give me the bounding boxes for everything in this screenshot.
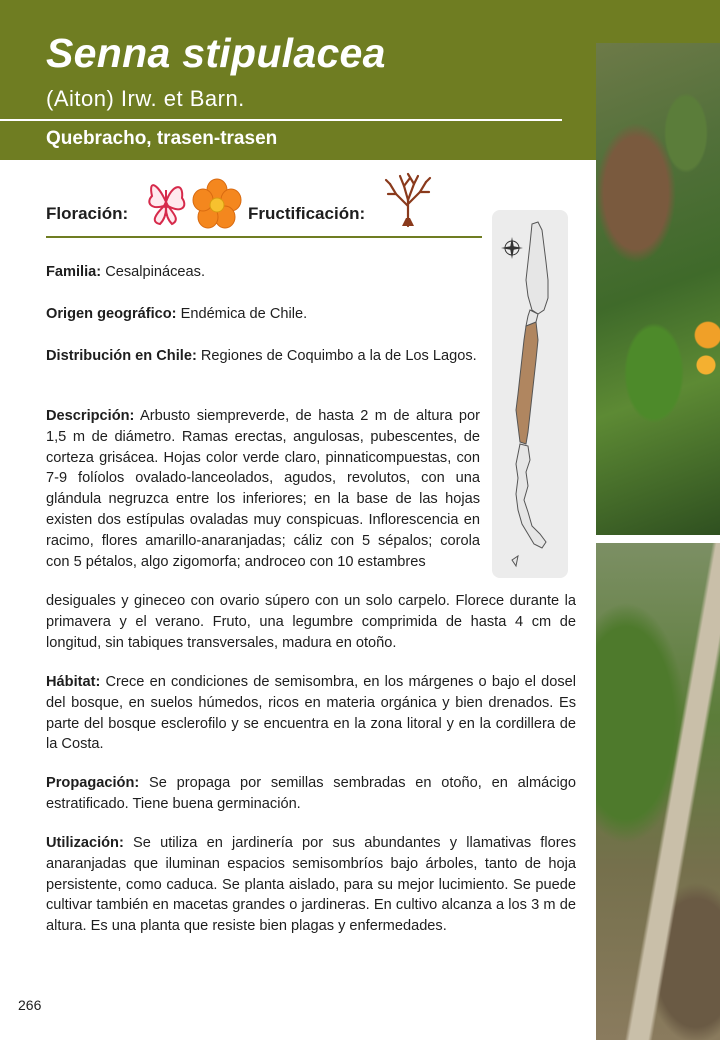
origen-label: Origen geográfico: — [46, 306, 177, 322]
map-distribution-highlight — [516, 322, 538, 444]
plant-photo-top — [596, 43, 720, 535]
compass-icon — [501, 237, 523, 259]
propagacion-paragraph — [46, 773, 576, 815]
common-name: Quebracho, trasen-trasen — [46, 128, 278, 149]
familia-text: Cesalpináceas. — [101, 264, 205, 280]
distribucion-text: Regiones de Coquimbo a la de Los Lagos. — [196, 348, 477, 364]
tree-icon — [384, 172, 432, 228]
flowering-label: Floración: — [46, 204, 129, 223]
descripcion-paragraph — [46, 406, 480, 572]
butterfly-icon — [142, 176, 190, 228]
habitat-text: Crece en condiciones de semisombra, en los márgenes o bajo el dosel del bosque, en suelos húmedos, ricos en materia orgánica y bien drenados. Es parte del bosque esclerofilo y se encuentra en la zona litoral y en la cordillera de la Costa. — [46, 674, 576, 753]
distribucion-label: Distribución en Chile: — [46, 348, 197, 364]
descripcion-text-continued: desiguales y gineceo con ovario súpero con un solo carpelo. Florece durante la primavera y el verano. Fruto, una legumbre comprimida de hasta 4 cm de longitud, sin tabiques transversales, madura en otoño. — [46, 593, 576, 651]
habitat-label: Hábitat: — [46, 674, 101, 690]
page-number: 266 — [18, 997, 42, 1013]
familia-label: Familia: — [46, 264, 102, 280]
utilizacion-text: Se utiliza en jardinería por sus abundantes y llamativas flores anaranjadas que iluminan espacios semisombríos bajo árboles, tanto de hoja persistente, como caduca. Se planta aislado, para su mejor lucimiento. Se puede cultivar también en macetas grandes o jardineras. En cultivo alcanza a los 3 m de altura. Es una planta que resiste bien plagas y enfermedades. — [46, 835, 576, 935]
propagacion-text: Se propaga por semillas sembradas en otoño, en almácigo estratificado. Tiene buena germinación. — [46, 775, 576, 812]
map-southern-regions — [516, 444, 546, 548]
header-divider — [0, 119, 562, 121]
distribucion-paragraph — [46, 346, 480, 367]
descripcion-label: Descripción: — [46, 408, 135, 424]
section-divider — [46, 236, 482, 238]
origen-paragraph — [46, 304, 480, 325]
familia-paragraph — [46, 262, 480, 283]
habitat-paragraph — [46, 672, 576, 755]
utilizacion-label: Utilización: — [46, 835, 124, 851]
utilizacion-paragraph — [46, 833, 576, 937]
scientific-name: Senna stipulacea — [46, 30, 386, 76]
species-authority: (Aiton) Irw. et Barn. — [46, 86, 245, 111]
flower-icon — [192, 178, 242, 230]
fruiting-label: Fructificación: — [248, 204, 366, 223]
habitat-photo-bottom — [596, 543, 720, 1040]
distribution-map — [492, 210, 568, 578]
origen-text: Endémica de Chile. — [176, 306, 308, 322]
propagacion-label: Propagación: — [46, 775, 140, 791]
map-northern-regions — [526, 222, 548, 314]
descripcion-text: Arbusto siempreverde, de hasta 2 m de altura por 1,5 m de diámetro. Ramas erectas, angulosas, pubescentes, de corteza grisácea. Hojas color verde claro, pinnaticompuestas, con 7-9 folíolos ovalado-lanceolados, agudos, revolutos, con una glándula negruzca entre los inferiores; en la base de las hojas existen dos estípulas ovaladas muy conspicuas. Inflorescencia en racimo, flores amarillo-anaranjadas; cáliz con 5 sépalos; corola con 5 pétalos, algo zigomorfa; androceo con 10 estambres — [46, 408, 480, 570]
chile-map — [492, 210, 568, 578]
descripcion-paragraph-continued — [46, 591, 576, 653]
